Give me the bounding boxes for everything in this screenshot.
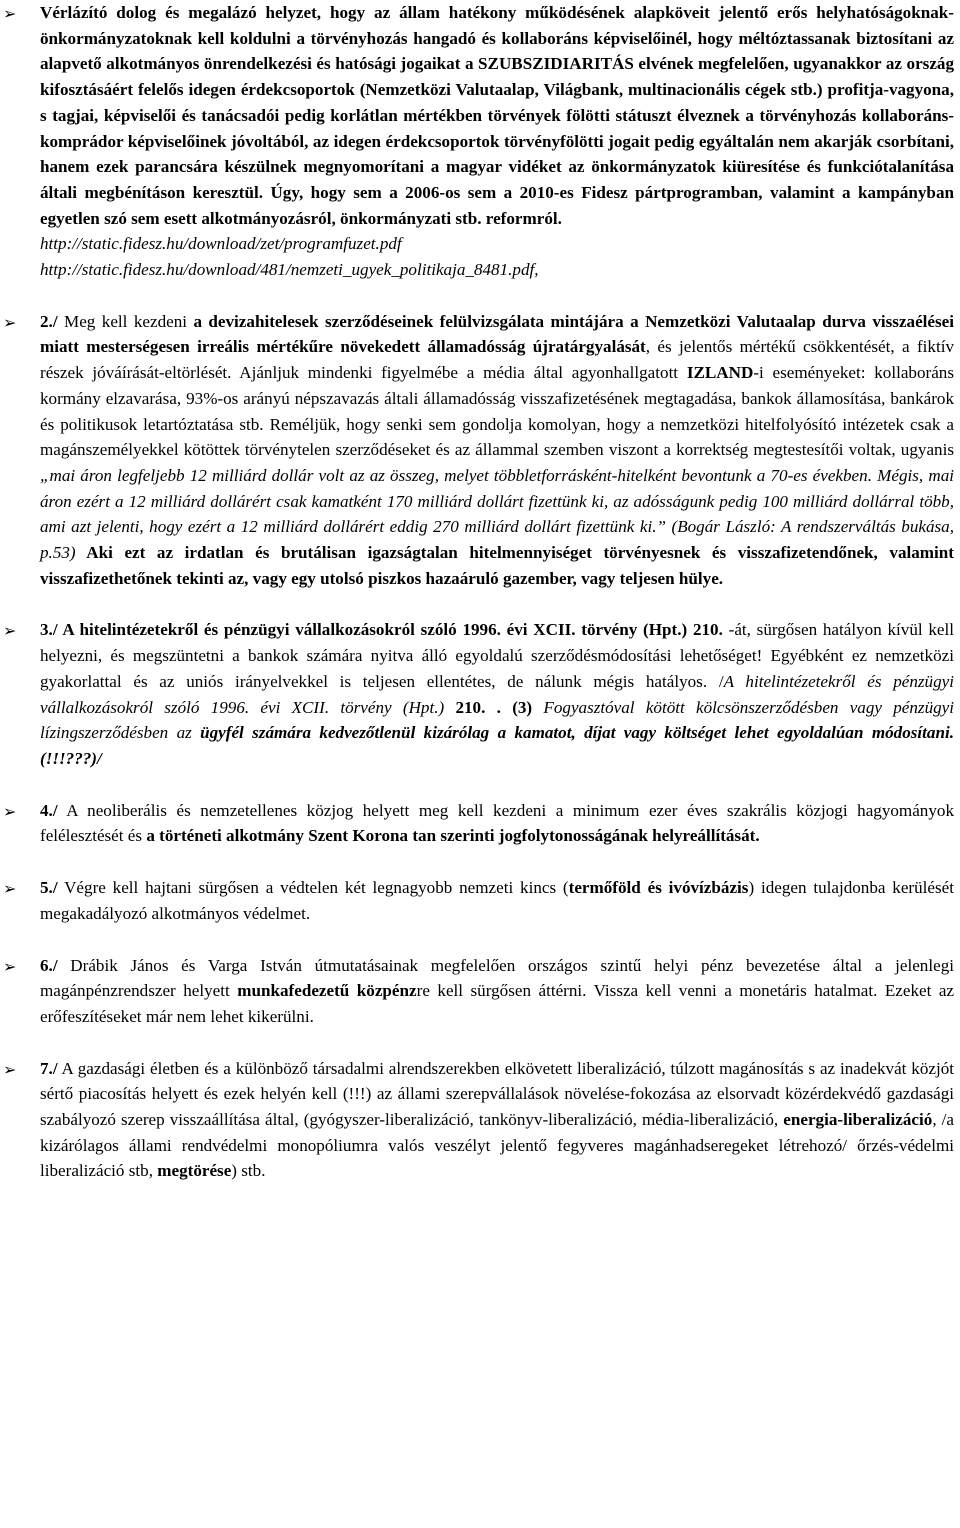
arrow-bullet-icon: ➢ [3, 879, 17, 899]
bold-text: termőföld és ivóvízbázis [568, 878, 749, 898]
spacer [0, 927, 954, 953]
list-item [0, 309, 954, 592]
source-link[interactable]: http://static.fidesz.hu/download/481/nemzeti_ugyek_politikaja_8481.pdf, [40, 260, 539, 280]
paragraph [40, 1056, 954, 1185]
bold-text: energia-liberalizáció [783, 1110, 933, 1130]
text: -i eseményeket: kollaboráns kormány elzavarása, 93%-os arányú népszavazás általi államadósság visszafizetésének megtagadása, bankok államosítása, bankárok és politikusok letartóztatása stb. Reméljük, hogy senki sem gondolja komolyan, hogy a nemzetközi hitelfolyósító intézetek csak a magánszemélyekkel kötöttek törvénytelen szerződéseket és az állammal szemben viszont a korrektség megtestesítői voltak, ugyanis [40, 363, 955, 460]
bold-text: a devizahitelesek szerződéseinek felülvizsgálata mintájára a Nemzetközi Valutaalap durva visszaélései miatt mesterségesen irreális mértékűre növekedett államadósság újratárgyalását [40, 311, 954, 357]
arrow-bullet-icon: ➢ [3, 621, 17, 641]
paragraph [40, 617, 954, 771]
paragraph [40, 0, 954, 231]
text: ) idegen tulajdonba kerülését megakadályozó alkotmányos védelmet. [40, 878, 954, 923]
arrow-bullet-icon: ➢ [3, 4, 17, 23]
arrow-bullet-icon: ➢ [3, 312, 17, 332]
bold-text: Vérlázító dolog és megalázó helyzet, hogy az állam hatékony működésének alapköveit jelentő erős helyhatóságoknak-önkormányzatoknak kell koldulni a törvényhozás hangadó és kollaboráns képviselőinél, hogy méltóztassanak biztosítani az alapvető alkotmányos önrendelkezési és hatósági jogaikat a SZUBSZIDIARITÁS elvének megfelelően, ugyanakkor az ország kifosztásáért felelős idegen érdekcsoportok (Nemzetközi Valutaalap, Világbank, multinacionális cégek stb.) [40, 3, 954, 100]
bold-italic-text: ügyfél számára kedvezőtlenül kizárólag a kamatot, díjat vagy költséget lehet egyoldalúan módosítani. (!!!???)/ [40, 723, 954, 768]
spacer [0, 849, 954, 875]
bold-text: IZLAND [686, 363, 754, 383]
bold-text: a történeti alkotmány Szent Korona tan szerinti jogfolytonosságának helyreállítását. [146, 826, 760, 846]
quotation: „mai áron legfeljebb 12 milliárd dollár volt az az összeg, melyet többletforrásként-hitelként bevontunk a 70-es években. Mégis, mai áron ezért a 12 milliárd dollárért csak kamatként 170 milliárd dollárt fizettünk ki, az adósságunk pedig 100 milliárd dollárral több, ami azt jelenti, hogy ezért a 12 milliárd dollárért eddig 270 milliárd dollárt fizettünk ki.” (Bogár László: A rendszerváltás bukása, p.53) [40, 465, 954, 563]
italic-text: Fogyasztóval kötött kölcsönszerződésben vagy pénzügyi lízingszerződésben az [40, 697, 955, 743]
arrow-bullet-icon: ➢ [3, 801, 17, 821]
bold-text: A hitelintézetekről és pénzügyi vállalkozásokról szóló 1996. évi XCII. törvény (Hpt.) 210. [57, 620, 723, 640]
bold-text: Aki ezt az irdatlan és brutálisan igazságtalan hitelmennyiséget törvényesnek és visszafizetendőnek, valamint visszafizethetőnek tekinti az, vagy egy utolsó piszkos hazaáruló gazember, vagy teljesen hülye. [40, 543, 954, 588]
arrow-bullet-icon: ➢ [3, 956, 17, 976]
text: Meg kell kezdeni [57, 311, 194, 331]
arrow-bullet-icon: ➢ [3, 1059, 17, 1079]
spacer [0, 283, 954, 309]
text: re kell sürgősen áttérni. Vissza kell venni a monetáris hatalmat. Ezeket az erőfeszítéseket már nem lehet kikerülni. [40, 981, 955, 1026]
text: , és jelentős mértékű csökkentését, a fiktív részek jóváírását-eltörlését. Ajánljuk mindenki figyelmébe a média által agyonhallgatott [40, 337, 955, 383]
item-number: 2./ [40, 311, 58, 331]
list-item [0, 798, 954, 849]
source-link[interactable]: http://static.fidesz.hu/download/zet/programfuzet.pdf [40, 234, 402, 254]
item-number: 7./ [40, 1058, 58, 1078]
bold-text: 210. [444, 697, 486, 717]
italic-text: A hitelintézetekről és pénzügyi vállalkozásokról szóló 1996. évi XCII. törvény (Hpt.) [40, 671, 954, 717]
list-item [0, 617, 954, 771]
bold-text: munkafedezetű közpénz [237, 981, 417, 1001]
text: A gazdasági életben és a különböző társadalmi alrendszerekben elkövetett liberalizáció, túlzott magánosítás s az inadekvát közjót sértő piacosítás helyett és ezek helyén kell (!!!) az állami szerepvállalások növelése-fokozása az elsorvadt közérdekvédő gazdasági szabályozó szerep visszaállítása által, (gyógyszer-liberalizáció, tankönyv-liberalizáció, média-liberalizáció, [40, 1058, 954, 1130]
text: Drábik János és Varga István útmutatásainak megfelelően országos szintű helyi pénz bevezetése által a jelenlegi magánpénzrendszer helyett [40, 955, 954, 1001]
item-number: 3./ [40, 620, 58, 640]
item-number: 4./ [40, 800, 58, 820]
paragraph [40, 309, 954, 592]
spacer [0, 772, 954, 798]
bold-text: profitja-vagyona, s tagjai, képviselői és tanácsadói pedig korlátlan mértékben törvények fölötti státuszt élveznek a törvényhozás kollaboráns-komprádor képviselőinek jóvoltából, az idegen érdekcsoportok törvényfölötti jogait pedig egyáltalán nem akarják csorbítani, hanem ezek parancsára készülnek megnyomorítani a magyar vidéket az önkormányzatok kiüresítése és funkciótalanítása általi megbénításon keresztül. [40, 80, 955, 202]
paragraph [40, 875, 954, 926]
spacer [0, 591, 954, 617]
bold-text: . (3) [496, 697, 533, 717]
list-item [0, 0, 954, 283]
paragraph [40, 798, 954, 849]
text: , /a kizárólagos állami rendvédelmi monopóliumra valós veszélyt jelentő fegyveres magánhadseregeket létrehozó/ őrzés-védelmi liberalizáció stb, [40, 1110, 954, 1181]
text [485, 698, 496, 717]
text: Végre kell hajtani sürgősen a védtelen két legnagyobb nemzeti kincs ( [57, 878, 569, 898]
bold-text: megtörése [157, 1161, 232, 1181]
item-number: 6./ [40, 955, 58, 975]
text: ) stb. [231, 1161, 266, 1181]
item-number: 5./ [40, 878, 58, 898]
text: A neoliberális és nemzetellenes közjog helyett meg kell kezdeni a minimum ezer éves szakrális közjogi hagyományok felélesztését és [40, 800, 954, 846]
paragraph [40, 953, 954, 1030]
bold-text: Úgy, hogy sem a 2006-os sem a 2010-es Fidesz pártprogramban, valamint a kampányban egyetlen szó sem esett alkotmányozásról, önkormányzati stb. reformról. [40, 182, 954, 228]
list-item [0, 875, 954, 926]
text: -át, sürgősen hatályon kívül kell helyezni, és megszüntetni a bankok számára nyitva álló egyoldalú szerződésmódosítási lehetőséget! Egyébként ez nemzetközi gyakorlattal és az uniós irányelvekkel is teljesen ellentétes, de nálunk mégis hatályos. / [40, 620, 955, 691]
list-item [0, 1056, 954, 1185]
spacer [0, 1030, 954, 1056]
list-item [0, 953, 954, 1030]
